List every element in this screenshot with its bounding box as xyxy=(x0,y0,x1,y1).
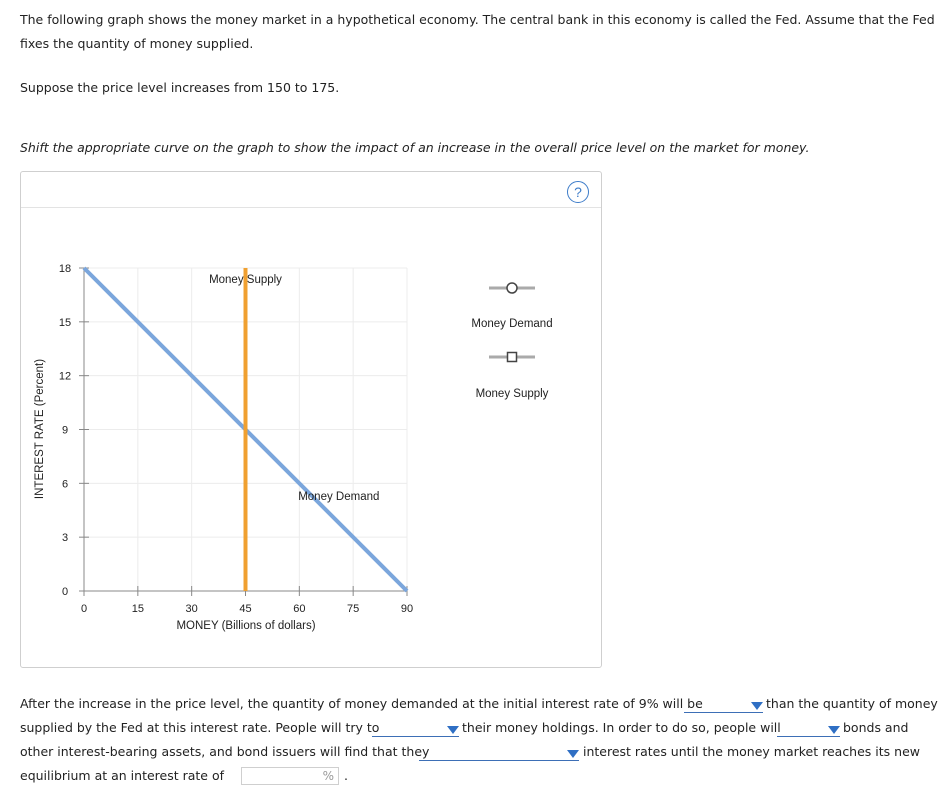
x-tick-label: 60 xyxy=(293,603,306,615)
x-tick-label: 75 xyxy=(347,603,360,615)
y-tick-label: 15 xyxy=(58,316,72,329)
legend-supply-square-marker[interactable] xyxy=(508,353,517,362)
x-axis-title: MONEY (Billions of dollars) xyxy=(176,620,316,632)
question-intro: The following graph shows the money market in a hypothetical economy. The central bank in this economy is called the Fed. Assume that the Fed fixes the quantity of money supplied. xyxy=(20,12,935,51)
x-tick-label: 15 xyxy=(131,603,144,615)
x-tick-label: 90 xyxy=(400,603,414,615)
help-icon[interactable]: ? xyxy=(567,181,589,203)
y-tick-label: 18 xyxy=(58,263,72,275)
chevron-down-icon xyxy=(828,726,840,734)
y-tick-label: 3 xyxy=(61,532,69,545)
money-demand-curve-label: Money Demand xyxy=(298,490,380,503)
answer-text-6: other interest-bearing assets, and bond issuers will find that they xyxy=(20,744,430,759)
interest-rate-dropdown[interactable] xyxy=(419,744,579,761)
answer-period: . xyxy=(344,768,348,783)
legend-demand-label: Money Demand xyxy=(471,318,553,330)
graph-instruction: Shift the appropriate curve on the graph to show the impact of an increase in the overall price level on the market for money. xyxy=(20,140,810,155)
chevron-down-icon xyxy=(751,702,763,710)
equilibrium-rate-input[interactable]: % xyxy=(241,767,339,785)
y-tick-label: 0 xyxy=(61,586,69,598)
compare-dropdown[interactable] xyxy=(684,696,763,713)
x-tick-label: 0 xyxy=(80,603,88,615)
chevron-down-icon xyxy=(567,750,579,758)
answer-text-8: equilibrium at an interest rate of xyxy=(20,768,225,783)
y-tick-label: 6 xyxy=(61,478,69,491)
answer-text-5: bonds and xyxy=(843,720,909,735)
answer-text-7: interest rates until the money market reaches its new xyxy=(583,744,920,759)
graph-panel xyxy=(20,171,602,668)
answer-text-4: their money holdings. In order to do so, people will xyxy=(462,720,781,735)
chevron-down-icon xyxy=(447,726,459,734)
bonds-dropdown[interactable] xyxy=(777,720,840,737)
y-axis-title: INTEREST RATE (Percent) xyxy=(34,358,46,500)
price-level-statement: Suppose the price level increases from 150 to 175. xyxy=(20,80,340,95)
x-tick-label: 45 xyxy=(239,603,252,615)
holdings-dropdown[interactable] xyxy=(372,720,459,737)
x-tick-label: 30 xyxy=(185,603,198,615)
legend-demand-circle-marker[interactable] xyxy=(507,283,517,293)
answer-text-1: After the increase in the price level, the quantity of money demanded at the initial interest rate of 9% will be xyxy=(20,696,703,711)
money-supply-curve-label: Money Supply xyxy=(209,274,282,286)
money-market-chart xyxy=(21,172,601,667)
answer-text-3: supplied by the Fed at this interest rate. People will try to xyxy=(20,720,380,735)
legend-supply-label: Money Supply xyxy=(475,388,549,400)
answer-text-2: than the quantity of money xyxy=(766,696,938,711)
y-tick-label: 9 xyxy=(61,424,69,437)
y-tick-label: 12 xyxy=(58,370,72,383)
